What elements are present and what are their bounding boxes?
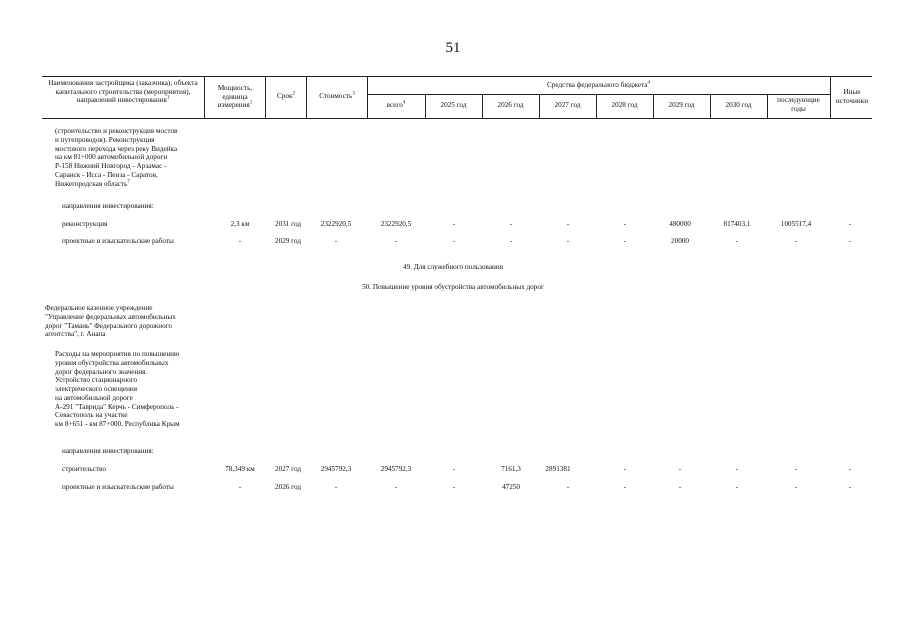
row-2029: 480000 <box>669 220 691 228</box>
row-2027: - <box>566 237 570 245</box>
divider <box>306 77 307 118</box>
row-2030: - <box>735 237 739 245</box>
header-federal-budget <box>367 81 830 90</box>
row-2030: - <box>735 483 739 491</box>
row-other: - <box>848 465 852 473</box>
object2-description <box>55 350 180 429</box>
text-line-content: Нижегородская область <box>55 179 128 188</box>
header-cost <box>309 92 365 101</box>
header-2029: 2029 год <box>668 101 695 109</box>
text-line: Саранск - Исса - Пенза - Саратов, <box>55 170 158 179</box>
row-next: - <box>794 483 798 491</box>
footnote-ref: 4 <box>647 80 650 86</box>
row-2026: - <box>509 237 513 245</box>
developer-name <box>45 304 176 339</box>
row-cost: 2322920,5 <box>320 220 352 228</box>
row-2026: - <box>509 220 513 228</box>
header-other-sources: Иные источники <box>835 88 869 105</box>
text-line: на км 81+000 автомобильной дороги <box>55 153 168 162</box>
text-line: км 8+651 - км 87+000, Республика Крым <box>55 420 180 429</box>
text-line: дорог федерального значения. <box>55 367 148 376</box>
row-2025: - <box>452 483 456 491</box>
footnote-ref: 2 <box>292 91 295 97</box>
text-line: дорог "Тамань" Федерального дорожного <box>45 321 173 330</box>
row-2026: 47250 <box>502 483 520 491</box>
header-name-text: Наименования застройщика (заказчика), объекта капитального строительства (мероприятия), направлений инвестирования <box>48 79 198 105</box>
footnote-ref: 1 <box>249 100 253 106</box>
text-line: "Управление федеральных автомобильных <box>45 312 176 321</box>
object1-description <box>55 127 177 188</box>
footnote-ref: 3 <box>352 91 355 97</box>
divider <box>265 77 266 118</box>
header-federal-budget-text: Средства федерального бюджета <box>547 81 648 89</box>
row-term: 2029 год <box>275 237 301 245</box>
row-2030: 817403,1 <box>723 220 751 228</box>
header-capacity <box>208 84 262 110</box>
text-line: и путепроводов). Реконструкция <box>55 135 155 144</box>
row-total: 2322920,5 <box>380 220 412 228</box>
text-line: Расходы на мероприятия по повышению <box>55 350 180 358</box>
row-next: - <box>794 237 798 245</box>
text-line: Р-158 Нижний Новгород - Арзамас - <box>55 162 167 171</box>
row-capacity: 78,349 км <box>225 465 255 473</box>
header-2027: 2027 год <box>554 101 581 109</box>
text-line: А-291 "Таврида" Керчь - Симферополь - <box>55 402 179 411</box>
row-next: - <box>794 465 798 473</box>
row-cost: 2945792,3 <box>320 465 352 473</box>
text-line: агентства", г. Анапа <box>45 330 106 339</box>
header-2028: 2028 год <box>611 101 638 109</box>
row-name: проектные и изыскательские работы <box>62 237 174 245</box>
row-cost: - <box>334 237 338 245</box>
row-other: - <box>848 220 852 228</box>
text-line: Севастополь на участке <box>55 411 128 420</box>
header-total <box>367 101 425 110</box>
row-capacity: - <box>238 483 242 491</box>
row-total: 2945792,3 <box>380 465 412 473</box>
header-next-years: последующие годы <box>777 96 820 113</box>
divider <box>830 77 831 118</box>
row-total: - <box>394 237 398 245</box>
row-total: - <box>394 483 398 491</box>
text-line: электрического освещения <box>55 385 138 394</box>
row-capacity: 2,3 км <box>230 220 250 228</box>
row-2029: - <box>678 483 682 491</box>
row-2027: - <box>566 220 570 228</box>
row-2029: - <box>678 465 682 473</box>
divider <box>367 94 830 95</box>
header-name <box>46 79 200 105</box>
row-next: 1005517,4 <box>780 220 812 228</box>
row-term: 2027 год <box>275 465 301 473</box>
row-2030: - <box>735 465 739 473</box>
row-name: реконструкция <box>62 220 108 228</box>
header-2025: 2025 год <box>440 101 467 109</box>
text-line: уровня обустройства автомобильных <box>55 358 169 367</box>
section-heading: 49. Для служебного пользования <box>402 263 504 271</box>
header-2026: 2026 год <box>497 101 524 109</box>
row-other: - <box>848 237 852 245</box>
row-2025: - <box>452 220 456 228</box>
row-2025: - <box>452 237 456 245</box>
row-cost: - <box>334 483 338 491</box>
text-line: (строительство и реконструкция мостов <box>55 127 178 135</box>
footnote-ref: 7 <box>127 179 130 185</box>
row-capacity: - <box>238 237 242 245</box>
footnote-ref: 4 <box>402 100 406 106</box>
row-2028: - <box>623 465 627 473</box>
header-term-text: Срок <box>277 92 293 100</box>
text-line: на автомобильной дороге <box>55 393 133 402</box>
row-term: 2031 год <box>275 220 301 228</box>
footnote-ref: 1 <box>166 95 170 101</box>
text-line <box>55 180 177 189</box>
section-heading: 50. Повышение уровня обустройства автомобильных дорог <box>362 283 544 291</box>
header-capacity-text: Мощность, единица измерения <box>217 84 253 110</box>
object2-directions-label: направления инвестирования: <box>62 447 154 455</box>
row-2025: - <box>452 465 456 473</box>
table-header <box>42 76 872 119</box>
divider <box>204 77 205 118</box>
row-2028: - <box>623 483 627 491</box>
row-2028: - <box>623 237 627 245</box>
header-2030: 2030 год <box>725 101 752 109</box>
row-term: 2026 год <box>275 483 301 491</box>
row-name: проектные и изыскательские работы <box>62 483 174 491</box>
row-2026: 7161,3 <box>501 465 521 473</box>
text-line: мостового перехода через реку Видейка <box>55 144 178 153</box>
row-2029: 20000 <box>671 237 689 245</box>
header-total-text: всего <box>386 101 403 109</box>
row-2028: - <box>623 220 627 228</box>
header-cost-text: Стоимость <box>319 92 353 100</box>
page-number: 51 <box>445 40 461 56</box>
row-name: строительство <box>62 465 106 473</box>
row-other: - <box>848 483 852 491</box>
row-2027: - <box>566 483 570 491</box>
header-term <box>268 92 304 101</box>
text-line: Устройство стационарного <box>55 376 138 385</box>
divider <box>767 94 768 118</box>
text-line: Федеральное казенное учреждение <box>45 304 153 312</box>
row-2027: 2891381 <box>545 465 571 473</box>
object1-directions-label: направления инвестирования: <box>62 202 154 210</box>
